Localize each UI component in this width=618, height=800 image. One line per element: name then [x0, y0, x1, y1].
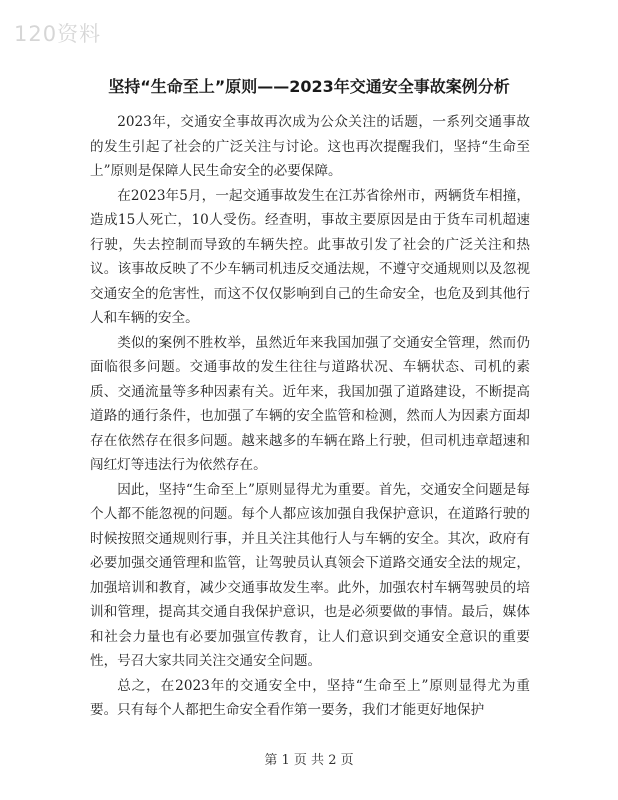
paragraph-conclusion: 总之，在2023年的交通安全中，坚持“生命至上”原则显得尤为重要。只有每个人都把生命安全看作第一要务，我们才能更好地保护	[90, 677, 530, 718]
watermark-logo: 120资料	[14, 22, 102, 46]
paragraph-similar-cases: 类似的案例不胜枚举，虽然近年来我国加强了交通安全管理，然而仍面临很多问题。交通事故的发生往往与道路状况、车辆状态、司机的素质、交通流量等多种因素有关。近年来，我国加强了道路建设，不断提高道路的通行条件，也加强了车辆的安全监管和检测，然而人为因素方面却存在依然存在很多问题。越来越多的车辆在路上行驶，但司机违章超速和闯红灯等违法行为依然存在。	[90, 334, 530, 473]
document-title: 坚持“生命至上”原则——2023年交通安全事故案例分析	[108, 77, 510, 96]
paragraph-measures: 因此，坚持“生命至上”原则显得尤为重要。首先，交通安全问题是每个人都不能忽视的问题。每个人都应该加强自我保护意识，在道路行驶的时候按照交通规则行事，并且关注其他行人与车辆的安全。其次，政府有必要加强交通管理和监管，让驾驶员认真领会下道路交通安全法的规定，加强培训和教育，减少交通事故发生率。此外，加强农村车辆驾驶员的培训和管理，提高其交通自我保护意识，也是必须要做的事情。最后，媒体和社会力量也有必要加强宣传教育，让人们意识到交通安全意识的重要性，号召大家共同关注交通安全问题。	[90, 481, 530, 669]
page-number: 第 1 页 共 2 页	[264, 753, 354, 768]
document-body	[90, 110, 530, 723]
paragraph-xuzhou-case: 在2023年5月，一起交通事故发生在江苏省徐州市，两辆货车相撞，造成15人死亡，10人受伤。经查明，事故主要原因是由于货车司机超速行驶，失去控制而导致的车辆失控。此事故引发了社会的广泛关注和热议。该事故反映了不少车辆司机违反交通法规，不遵守交通规则以及忽视交通安全的危害性，而这不仅仅影响到自己的生命安全，也危及到其他行人和车辆的安全。	[90, 187, 530, 326]
paragraph-intro: 2023年，交通安全事故再次成为公众关注的话题，一系列交通事故的发生引起了社会的广泛关注与讨论。这也再次提醒我们，坚持“生命至上”原则是保障人民生命安全的必要保障。	[90, 114, 530, 179]
